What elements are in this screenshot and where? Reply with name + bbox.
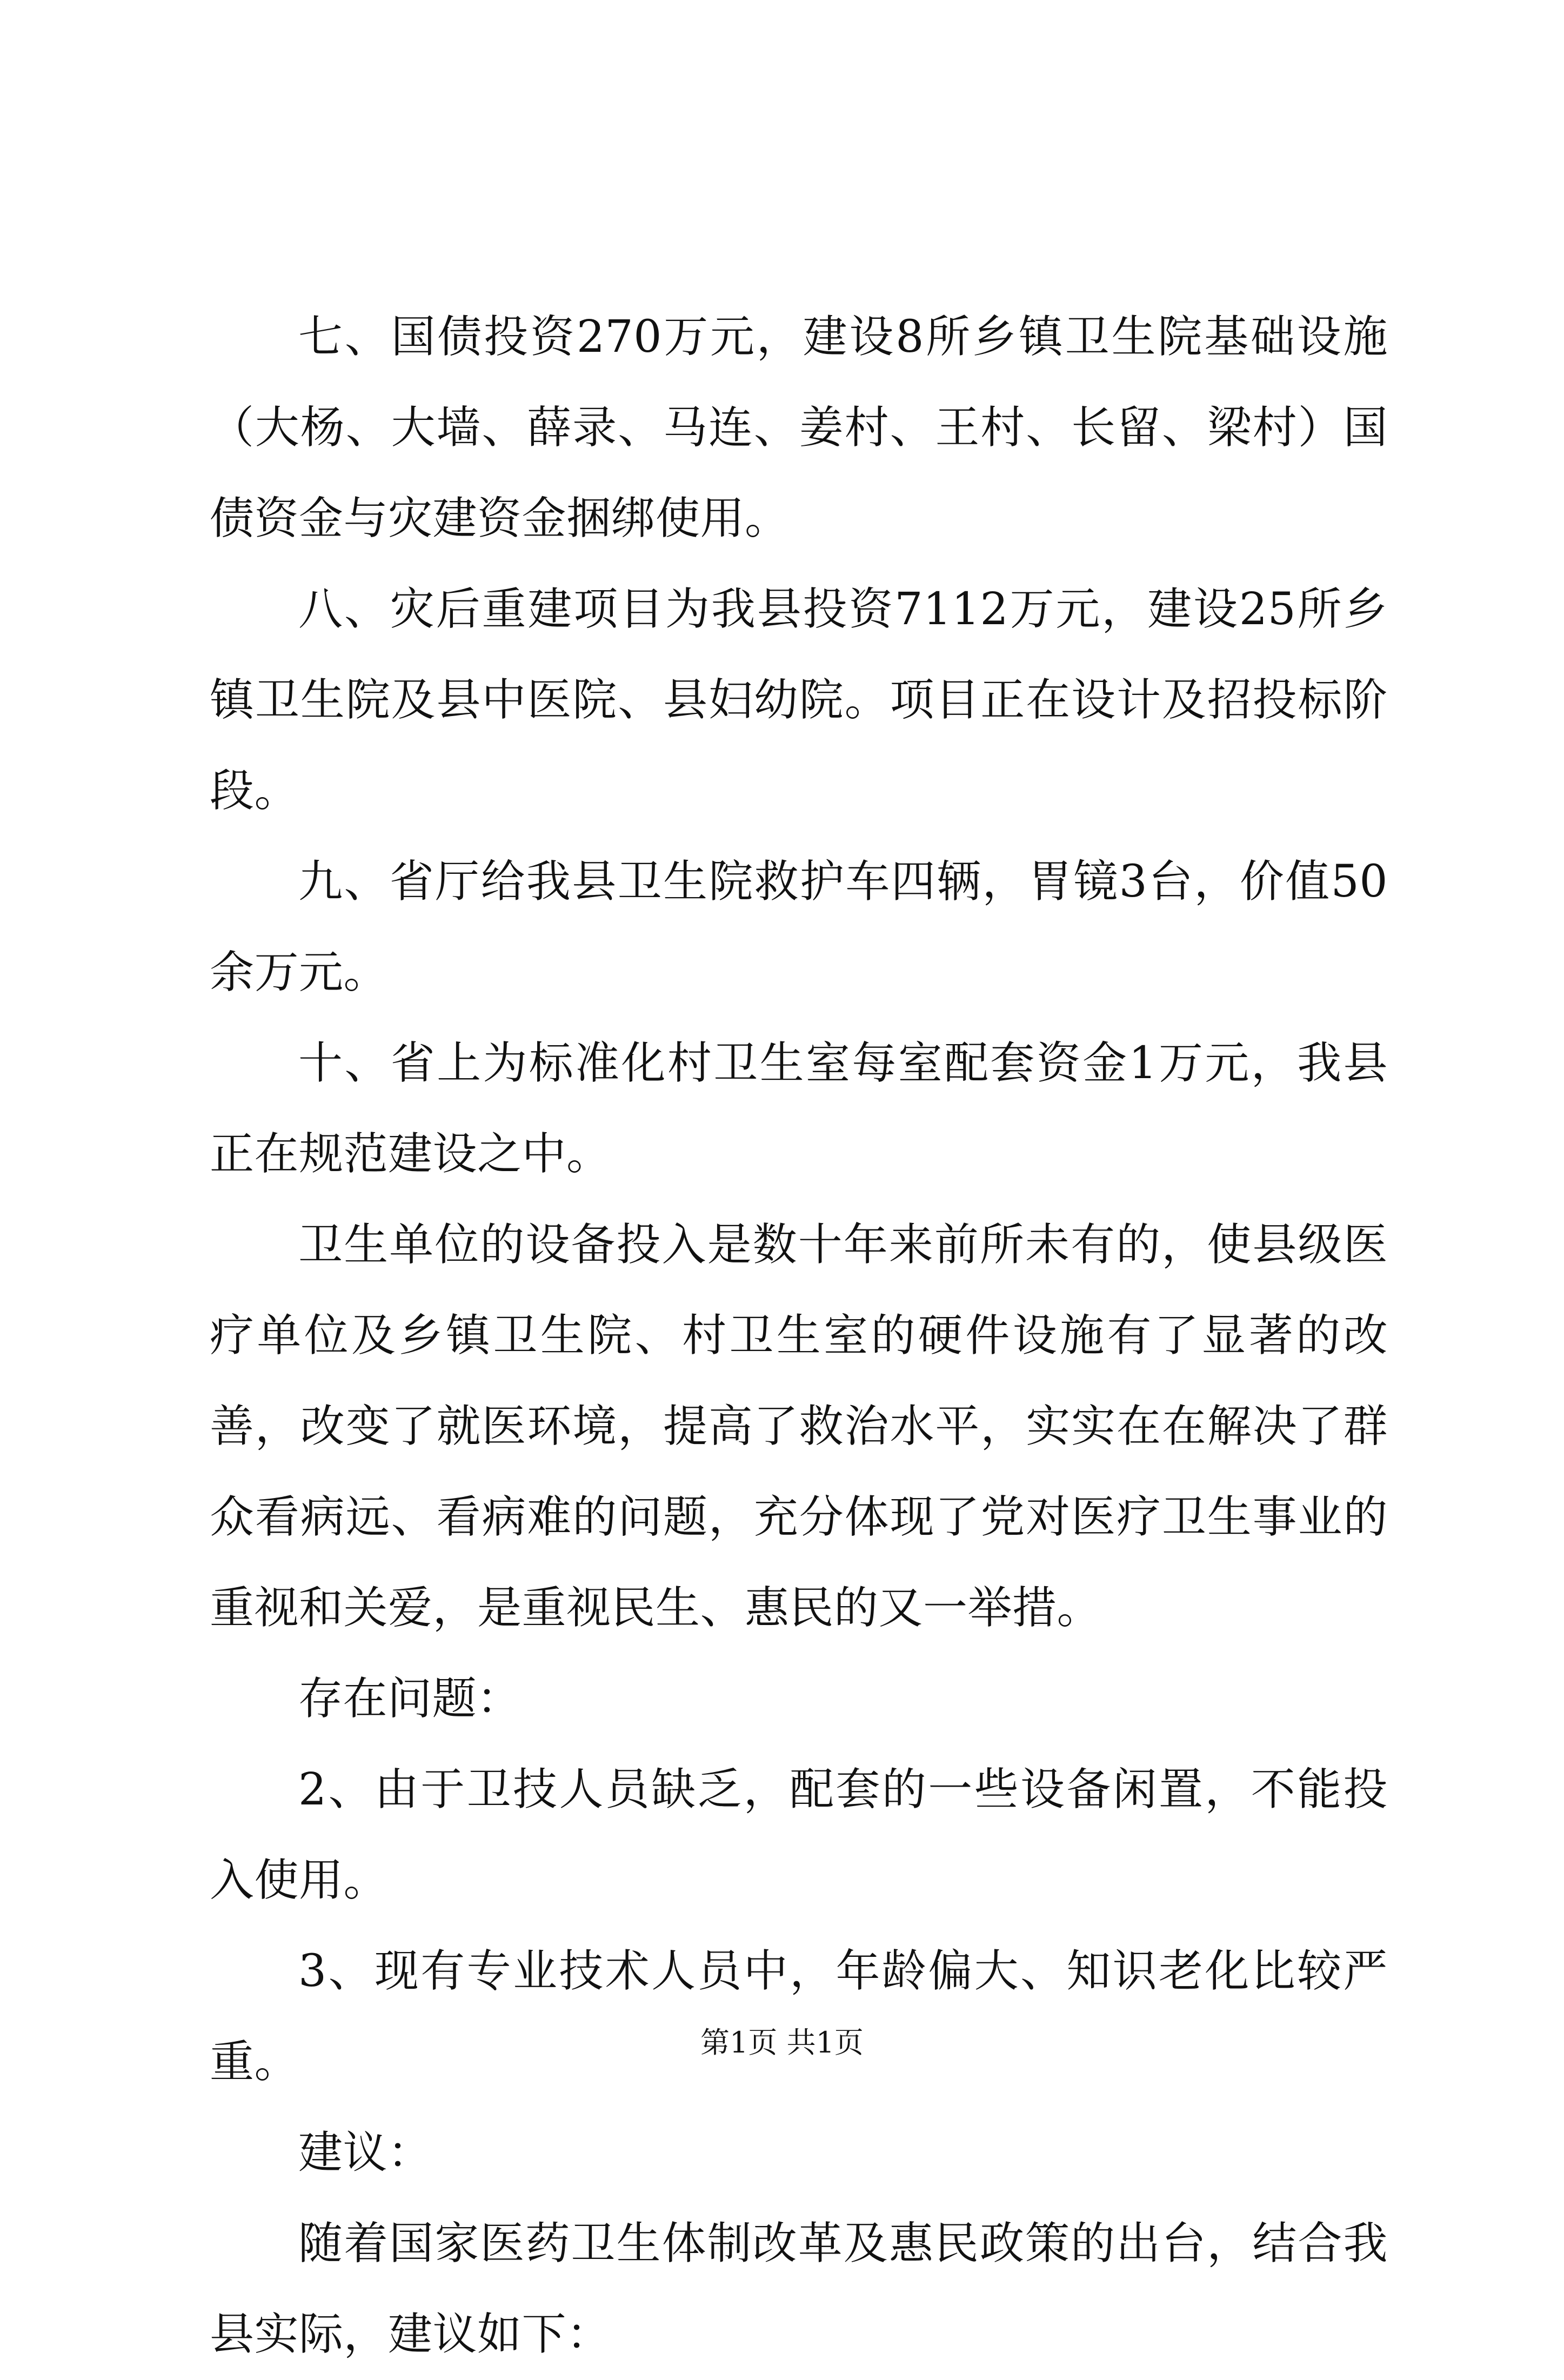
issue-item-3: 3、现有专业技术人员中，年龄偏大、知识老化比较严重。 xyxy=(210,1946,1388,2088)
paragraph-item-9: 九、省厅给我县卫生院救护车四辆，胃镜3台，价值50余万元。 xyxy=(210,856,1388,998)
paragraph-item-8: 八、灾后重建项目为我县投资7112万元，建设25所乡镇卫生院及县中医院、县妇幼院。项目正在设计及招投标阶段。 xyxy=(210,584,1388,817)
paragraph-item-7: 七、国债投资270万元，建设8所乡镇卫生院基础设施（大杨、大墙、薛录、马连、姜村、王村、长留、梁村）国债资金与灾建资金捆绑使用。 xyxy=(210,311,1388,544)
page-footer: 第1页 共1页 xyxy=(700,2025,864,2060)
paragraph-summary: 卫生单位的设备投入是数十年来前所未有的，使县级医疗单位及乡镇卫生院、村卫生室的硬件设施有了显著的改善，改变了就医环境，提高了救治水平，实实在在解决了群众看病远、看病难的问题，充分体现了党对医疗卫生事业的重视和关爱，是重视民生、惠民的又一举措。 xyxy=(210,1219,1388,1634)
issue-item-2: 2、由于卫技人员缺乏，配套的一些设备闲置，不能投入使用。 xyxy=(210,1764,1388,1906)
suggestion-intro: 随着国家医药卫生体制改革及惠民政策的出台，结合我县实际，建议如下： xyxy=(210,2218,1388,2360)
section-heading-suggestions: 建议： xyxy=(298,2127,432,2178)
paragraph-item-10: 十、省上为标准化村卫生室每室配套资金1万元，我县正在规范建设之中。 xyxy=(210,1038,1388,1180)
document-body xyxy=(210,292,1388,2380)
section-heading-issues: 存在问题： xyxy=(298,1673,522,1724)
